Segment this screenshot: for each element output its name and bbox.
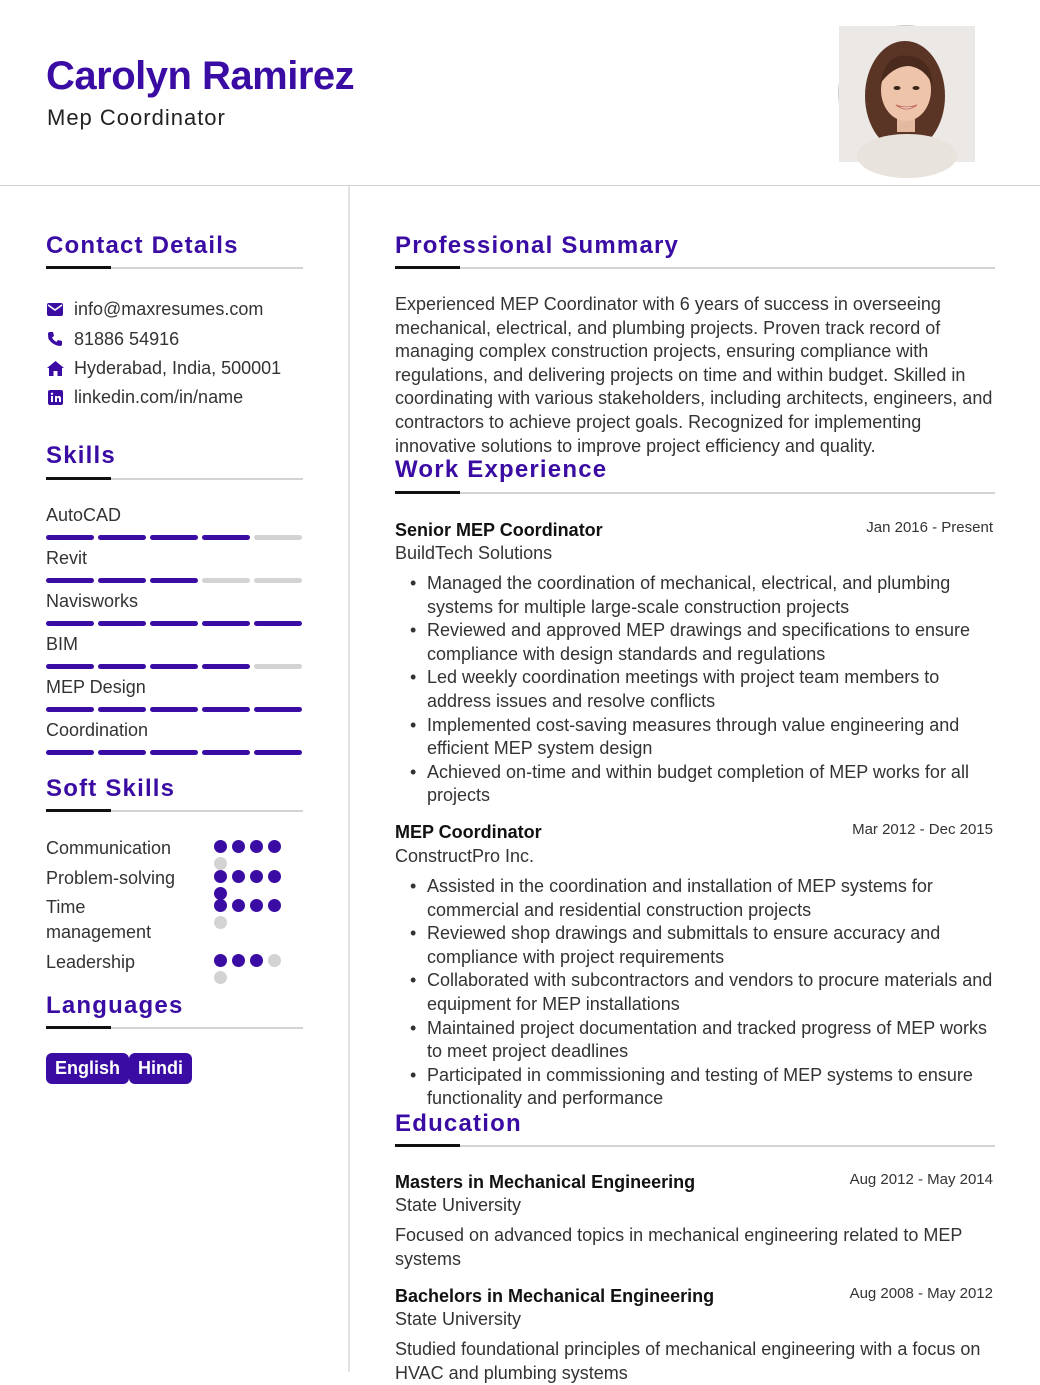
job-dates: Mar 2012 - Dec 2015 (852, 821, 993, 838)
skill-level-segment (150, 578, 198, 583)
skill-level-segment (202, 621, 250, 626)
skill-level-segment (150, 750, 198, 755)
rating-dot (232, 954, 245, 967)
contact-email-text: info@maxresumes.com (74, 298, 264, 319)
skill-level-segment (202, 535, 250, 540)
skill-level-segment (150, 621, 198, 626)
education-degree: Bachelors in Mechanical Engineering (395, 1286, 715, 1306)
rating-dot (232, 899, 245, 912)
rating-dot (250, 899, 263, 912)
skill-name: MEP Design (46, 677, 146, 697)
skill-level-segment (46, 750, 94, 755)
experience-rule (395, 492, 995, 494)
skill-level-segment (150, 664, 198, 669)
job-bullet: • Led weekly coordination meetings with project team members to address issues and resolve conflicts (410, 666, 1000, 713)
soft-skills-heading: Soft Skills (46, 775, 176, 802)
education-description: Studied foundational principles of mechanical engineering with a focus on HVAC and plumbing systems (395, 1339, 981, 1383)
contact-address-text: Hyderabad, India, 500001 (74, 357, 282, 378)
skill-level-segment (46, 707, 94, 712)
skill-level-segment (150, 535, 198, 540)
skill-level-segment (46, 664, 94, 669)
job-bullet: • Collaborated with subcontractors and vendors to procure materials and equipment for MEP installations (410, 969, 1000, 1016)
soft-skill-rating (214, 870, 294, 900)
job-bullet: • Assisted in the coordination and installation of MEP systems for commercial and residential construction projects (410, 875, 1000, 922)
skill-level-segment (202, 750, 250, 755)
job-bullet: • Implemented cost-saving measures through value engineering and efficient MEP system design (410, 714, 1000, 761)
job-bullets (410, 572, 1000, 808)
rating-dot (214, 954, 227, 967)
contact-address (46, 357, 281, 379)
skill-level-segment (98, 535, 146, 540)
candidate-name: Carolyn Ramirez (46, 54, 355, 98)
column-divider (348, 186, 350, 1372)
contact-linkedin-text: linkedin.com/in/name (74, 386, 244, 407)
skill-level-segment (46, 578, 94, 583)
skill-level-bar (46, 750, 302, 756)
skill-level-segment (150, 707, 198, 712)
rating-dot (214, 870, 227, 883)
job-bullets (410, 875, 1000, 1111)
education-heading: Education (395, 1110, 522, 1137)
language-badge: Hindi (129, 1053, 192, 1084)
job-bullet: • Achieved on-time and within budget completion of MEP works for all projects (410, 761, 1000, 808)
contact-rule (46, 267, 303, 269)
linkedin-icon (46, 388, 64, 406)
job-bullet: • Maintained project documentation and tracked progress of MEP works to meet project deadlines (410, 1017, 1000, 1064)
phone-icon (46, 330, 64, 348)
job-bullet: • Reviewed and approved MEP drawings and specifications to ensure compliance with design standards and regulations (410, 619, 1000, 666)
education-school: State University (395, 1309, 522, 1329)
skill-level-segment (98, 750, 146, 755)
rating-dot (214, 916, 227, 929)
rating-dot (250, 954, 263, 967)
skill-level-bar (46, 535, 302, 541)
soft-skill-rating (214, 899, 294, 929)
home-icon (46, 359, 64, 377)
profile-photo-icon (839, 26, 975, 162)
skill-name: Coordination (46, 720, 149, 740)
languages-rule (46, 1027, 303, 1029)
summary-text: Experienced MEP Coordinator with 6 years of success in overseeing mechanical, electrical, and plumbing projects. Proven track record of managing complex construction projects, ensuring compliance with regulations, and delivering projects on time and within budget. Skilled in coordinating with various stakeholders, including architects, engineers, and contractors to achieve project goals. Recognized for implementing innovative solutions to improve project efficiency and quality. (395, 294, 993, 456)
job-company: ConstructPro Inc. (395, 846, 535, 866)
job-bullet: • Participated in commissioning and testing of MEP systems to ensure functionality and performance (410, 1064, 1000, 1111)
soft-skill-name: Leadership (46, 952, 136, 972)
rating-dot (214, 971, 227, 984)
job-company: BuildTech Solutions (395, 543, 553, 563)
skill-level-segment (98, 578, 146, 583)
soft-skills-rule (46, 810, 303, 812)
skill-name: BIM (46, 634, 79, 654)
rating-dot (268, 870, 281, 883)
resume-header (0, 0, 1040, 186)
contact-linkedin[interactable] (46, 386, 243, 408)
skill-level-segment (46, 535, 94, 540)
skill-level-bar (46, 578, 302, 584)
language-badge: English (46, 1053, 129, 1084)
rating-dot (214, 857, 227, 870)
rating-dot (250, 840, 263, 853)
profile-photo (838, 25, 974, 161)
rating-dot (250, 870, 263, 883)
rating-dot (232, 840, 245, 853)
soft-skill-name: Communication (46, 838, 172, 858)
contact-email[interactable] (46, 298, 263, 320)
skill-level-segment (202, 707, 250, 712)
skill-level-segment (98, 664, 146, 669)
soft-skill-name: Problem-solving (46, 868, 176, 888)
skill-level-bar (46, 664, 302, 670)
experience-heading: Work Experience (395, 456, 608, 483)
skill-name: Navisworks (46, 591, 139, 611)
skill-level-segment (98, 621, 146, 626)
education-description: Focused on advanced topics in mechanical engineering related to MEP systems (395, 1225, 963, 1269)
summary-rule (395, 267, 995, 269)
envelope-icon (46, 300, 64, 318)
skill-name: AutoCAD (46, 505, 122, 525)
education-dates: Aug 2012 - May 2014 (849, 1171, 993, 1188)
education-degree: Masters in Mechanical Engineering (395, 1172, 696, 1192)
skill-level-bar (46, 621, 302, 627)
skill-level-segment (254, 664, 302, 669)
rating-dot (268, 899, 281, 912)
skill-level-segment (254, 578, 302, 583)
languages-heading: Languages (46, 992, 184, 1019)
rating-dot (214, 840, 227, 853)
soft-skill-rating (214, 840, 294, 870)
education-rule (395, 1145, 995, 1147)
skill-level-segment (202, 578, 250, 583)
summary-heading: Professional Summary (395, 232, 680, 259)
skills-rule (46, 478, 303, 480)
rating-dot (268, 840, 281, 853)
contact-phone-text: 81886 54916 (74, 328, 180, 349)
skill-level-segment (254, 750, 302, 755)
soft-skill-rating (214, 954, 294, 984)
skill-level-segment (254, 535, 302, 540)
soft-skill-name: Time management (46, 897, 152, 942)
skill-level-segment (254, 621, 302, 626)
rating-dot (214, 899, 227, 912)
skill-level-segment (46, 621, 94, 626)
job-title: Senior MEP Coordinator (395, 520, 603, 540)
skill-name: Revit (46, 548, 88, 568)
job-bullet: • Reviewed shop drawings and submittals to ensure accuracy and compliance with project requirements (410, 922, 1000, 969)
rating-dot (232, 870, 245, 883)
contact-phone[interactable] (46, 328, 179, 350)
education-dates: Aug 2008 - May 2012 (849, 1285, 993, 1302)
candidate-title: Mep Coordinator (47, 105, 226, 130)
job-bullet: • Managed the coordination of mechanical, electrical, and plumbing systems for multiple large-scale construction projects (410, 572, 1000, 619)
rating-dot (268, 954, 281, 967)
job-dates: Jan 2016 - Present (866, 519, 993, 536)
skill-level-segment (254, 707, 302, 712)
job-title: MEP Coordinator (395, 822, 542, 842)
skill-level-bar (46, 707, 302, 713)
education-school: State University (395, 1195, 522, 1215)
skill-level-segment (202, 664, 250, 669)
skills-heading: Skills (46, 442, 116, 469)
skill-level-segment (98, 707, 146, 712)
contact-heading: Contact Details (46, 232, 239, 259)
